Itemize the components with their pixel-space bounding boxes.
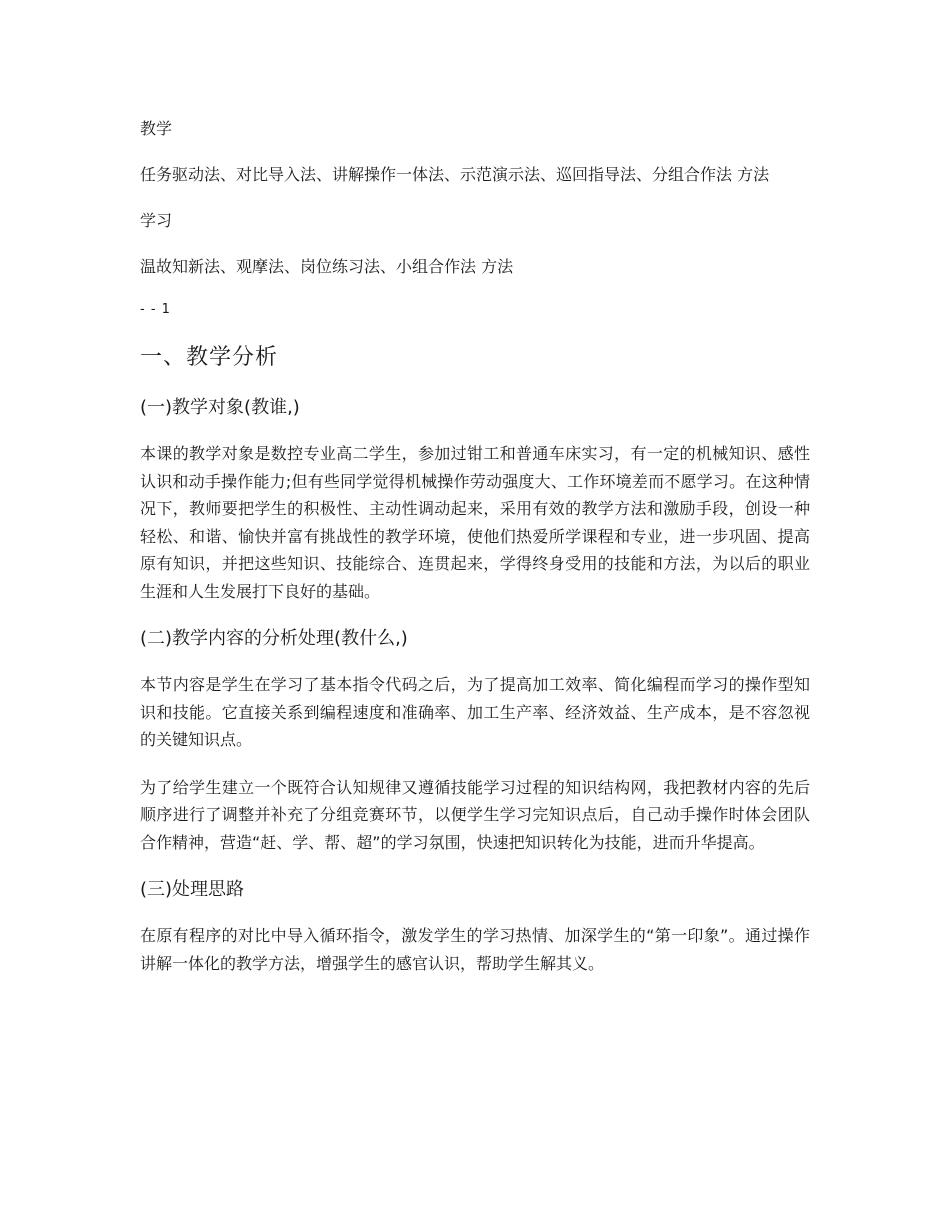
document-page [140, 116, 810, 997]
page-marker: - - 1 [140, 302, 171, 317]
learn-methods: 温故知新法、观摩法、岗位练习法、小组合作法 方法 [140, 257, 514, 276]
paragraph-approach: 在原有程序的对比中导入循环指令，激发学生的学习热情、加深学生的“第一印象”。通过操作讲解一体化的教学方法，增强学生的感官认识，帮助学生解其义。 [140, 926, 810, 973]
teach-label: 教学 [140, 119, 173, 138]
learn-label: 学习 [140, 211, 173, 230]
subsection-heading-2: (二)教学内容的分析处理(教什么,) [140, 628, 408, 649]
paragraph-content-analysis: 本节内容是学生在学习了基本指令代码之后，为了提高加工效率、简化编程而学习的操作型知识和技能。它直接关系到编程速度和准确率、加工生产率、经济效益、生产成本，是不容忽视的关键知识点。 [140, 675, 810, 749]
paragraph-teaching-target: 本课的教学对象是数控专业高二学生，参加过钳工和普通车床实习，有一定的机械知识、感性认识和动手操作能力;但有些同学觉得机械操作劳动强度大、工作环境差而不愿学习。在这种情况下，教师要把学生的积极性、主动性调动起来，采用有效的教学方法和激励手段，创设一种轻松、和谐、愉快并富有挑战性的教学环境，使他们热爱所学课程和专业，进一步巩固、提高原有知识，并把这些知识、技能综合、连贯起来，学得终身受用的技能和方法，为以后的职业生涯和人生发展打下良好的基础。 [140, 444, 810, 601]
subsection-heading-3: (三)处理思路 [140, 879, 245, 900]
teach-methods: 任务驱动法、对比导入法、讲解操作一体法、示范演示法、巡回指导法、分组合作法 方法 [140, 165, 770, 184]
section-title: 一、教学分析 [140, 345, 279, 370]
subsection-heading-1: (一)教学对象(教谁,) [140, 397, 300, 418]
paragraph-knowledge-structure: 为了给学生建立一个既符合认知规律又遵循技能学习过程的知识结构网，我把教材内容的先后顺序进行了调整并补充了分组竞赛环节，以便学生学习完知识点后，自己动手操作时体会团队合作精神，营造“赶、学、帮、超”的学习氛围，快速把知识转化为技能，进而升华提高。 [140, 777, 810, 852]
